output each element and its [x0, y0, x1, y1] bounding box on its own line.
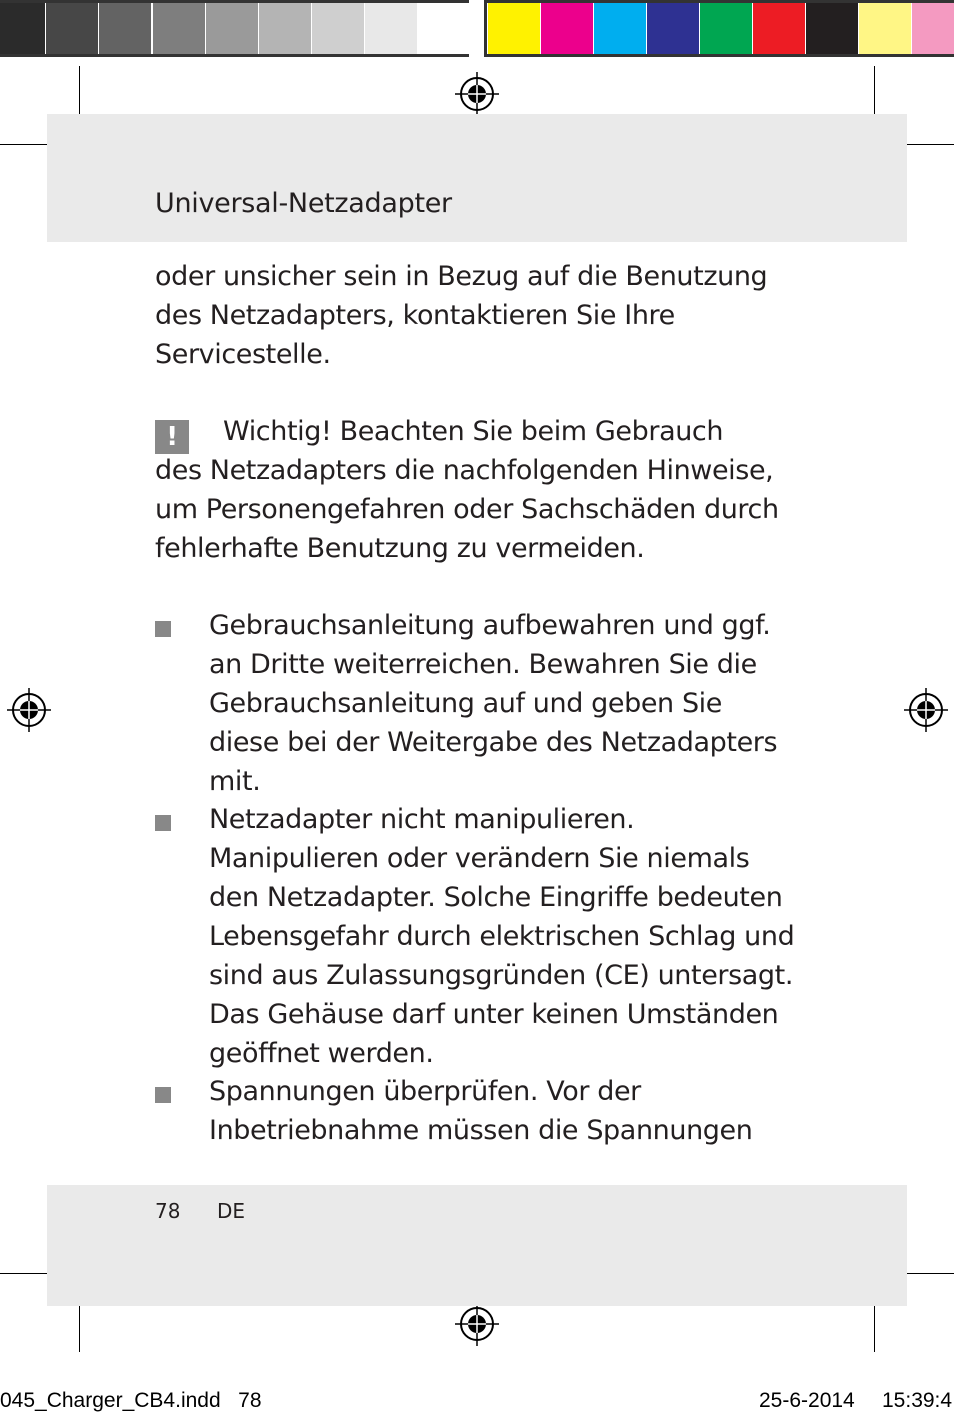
list-item-text	[209, 606, 777, 801]
registration-mark-icon	[7, 688, 51, 732]
text-line: geöffnet werden.	[209, 1038, 434, 1069]
slug-date: 25-6-2014	[759, 1389, 855, 1412]
gray-swatch	[99, 3, 151, 54]
warning-icon: !	[155, 420, 189, 454]
text-line: Das Gehäuse darf unter keinen Umständen	[209, 999, 779, 1030]
color-swatch	[806, 3, 858, 54]
text-line: oder unsicher sein in Bezug auf die Benutzung	[155, 261, 768, 292]
text-line: Netzadapter nicht manipulieren.	[209, 804, 635, 835]
text-line	[155, 412, 815, 451]
text-line: um Personengefahren oder Sachschäden durch	[155, 494, 779, 525]
slug-filename: 045_Charger_CB4.indd 78	[0, 1389, 262, 1412]
text-line: an Dritte weiterreichen. Bewahren Sie die	[209, 649, 757, 680]
color-swatch	[753, 3, 805, 54]
bullet-square-icon	[155, 815, 171, 831]
header-band	[47, 114, 907, 242]
color-swatch	[541, 3, 593, 54]
language-code: DE	[217, 1199, 246, 1223]
gray-swatch	[365, 3, 417, 54]
text-line: Servicestelle.	[155, 339, 331, 370]
gray-swatch	[312, 3, 364, 54]
running-head: Universal-Netzadapter	[155, 188, 452, 219]
slug-time: 15:39:4	[882, 1389, 953, 1412]
color-swatch	[488, 3, 540, 54]
color-swatch	[859, 3, 911, 54]
text-line: Lebensgefahr durch elektrischen Schlag und	[209, 921, 795, 952]
color-swatch	[594, 3, 646, 54]
intro-paragraph	[155, 257, 815, 374]
registration-mark-icon	[904, 688, 948, 732]
warning-heading: Wichtig! Beachten Sie beim Gebrauch	[223, 416, 724, 447]
text-line: den Netzadapter. Solche Eingriffe bedeuten	[209, 882, 783, 913]
text-line: Inbetriebnahme müssen die Spannungen	[209, 1115, 753, 1146]
text-line: sind aus Zulassungsgründen (CE) untersagt.	[209, 960, 794, 991]
text-line: Spannungen überprüfen. Vor der	[209, 1076, 641, 1107]
gray-swatch	[0, 3, 45, 54]
gray-swatch	[46, 3, 98, 54]
registration-mark-icon	[455, 1302, 499, 1346]
text-line: diese bei der Weitergabe des Netzadapters	[209, 727, 778, 758]
text-line: Gebrauchsanleitung auf und geben Sie	[209, 688, 722, 719]
bullet-square-icon	[155, 621, 171, 637]
gray-swatch	[206, 3, 258, 54]
text-line: Manipulieren oder verändern Sie niemals	[209, 843, 750, 874]
list-item-text	[209, 800, 794, 1073]
gray-swatch	[419, 3, 471, 54]
gray-swatch	[153, 3, 205, 54]
text-line: fehlerhafte Benutzung zu vermeiden.	[155, 533, 645, 564]
color-swatch	[912, 3, 954, 54]
text-line: des Netzadapters die nachfolgenden Hinweise,	[155, 455, 774, 486]
warning-paragraph	[155, 412, 815, 568]
color-swatch	[647, 3, 699, 54]
gray-swatch	[259, 3, 311, 54]
color-swatch	[700, 3, 752, 54]
text-line: mit.	[209, 766, 261, 797]
text-line: Gebrauchsanleitung aufbewahren und ggf.	[209, 610, 771, 641]
page-number: 78	[155, 1199, 181, 1223]
registration-mark-icon	[455, 72, 499, 116]
text-line: des Netzadapters, kontaktieren Sie Ihre	[155, 300, 675, 331]
bullet-square-icon	[155, 1087, 171, 1103]
list-item-text	[209, 1072, 752, 1150]
